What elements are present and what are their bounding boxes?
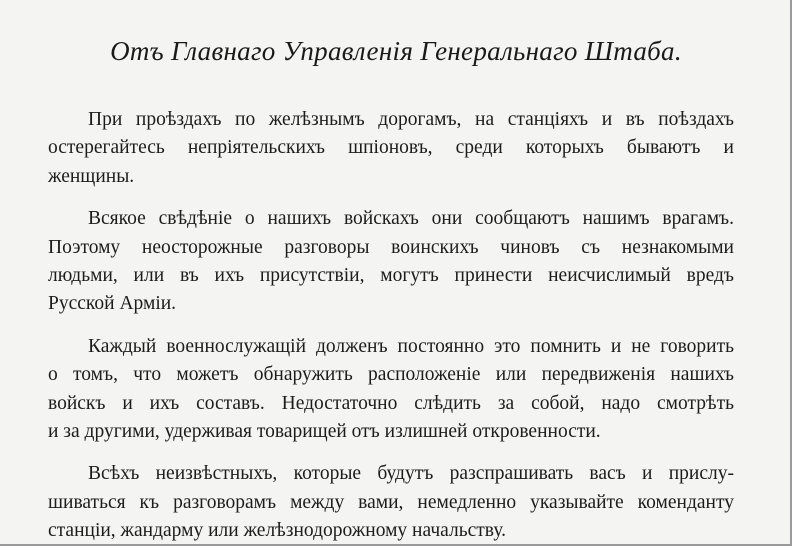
- paragraph-2: [48, 205, 734, 319]
- text-line: Русской Арміи.: [48, 293, 177, 315]
- text-line: войскъ и ихъ составъ. Недостаточно слѣдить за собой, надо смотрѣть: [48, 392, 734, 414]
- text-line: остерегайтесь непріятельскихъ шпіоновъ, среди которыхъ бываютъ и: [48, 137, 734, 159]
- text-line: шиваться къ разговорамъ между вами, немедленно указывайте коменданту: [48, 491, 734, 513]
- text-line: При проѣздахъ по желѣзнымъ дорогамъ, на станціяхъ и въ поѣздахъ: [88, 109, 734, 130]
- notice-title: Отъ Главнаго Управленія Генеральнаго Штаба.: [110, 36, 682, 66]
- paragraph-3: [48, 333, 734, 447]
- paragraph-1: [48, 106, 734, 191]
- text-line: людьми, или въ ихъ присутствіи, могутъ принести неисчислимый вредъ: [48, 265, 734, 287]
- text-line: Поэтому неосторожные разговоры воинскихъ чиновъ съ незнакомыми: [48, 236, 734, 258]
- text-line: и за другими, удерживая товарищей отъ излишней откровенности.: [48, 421, 601, 443]
- text-line: станціи, жандарму или желѣзнодорожному начальству.: [48, 520, 506, 542]
- text-line: о томъ, что можетъ обнаружить расположеніе или передвиженія нашихъ: [48, 364, 734, 386]
- text-line: Каждый военнослужащій долженъ постоянно это помнить и не говорить: [88, 335, 734, 357]
- text-line: Всѣхъ неизвѣстныхъ, которые будутъ разспрашивать васъ и прислу-: [88, 463, 734, 485]
- text-line: женщины.: [48, 165, 135, 187]
- text-line: Всякое свѣдѣніе о нашихъ войскахъ они сообщаютъ нашимъ врагамъ.: [88, 208, 734, 230]
- notice-body: [48, 106, 734, 546]
- paragraph-4: [48, 460, 734, 545]
